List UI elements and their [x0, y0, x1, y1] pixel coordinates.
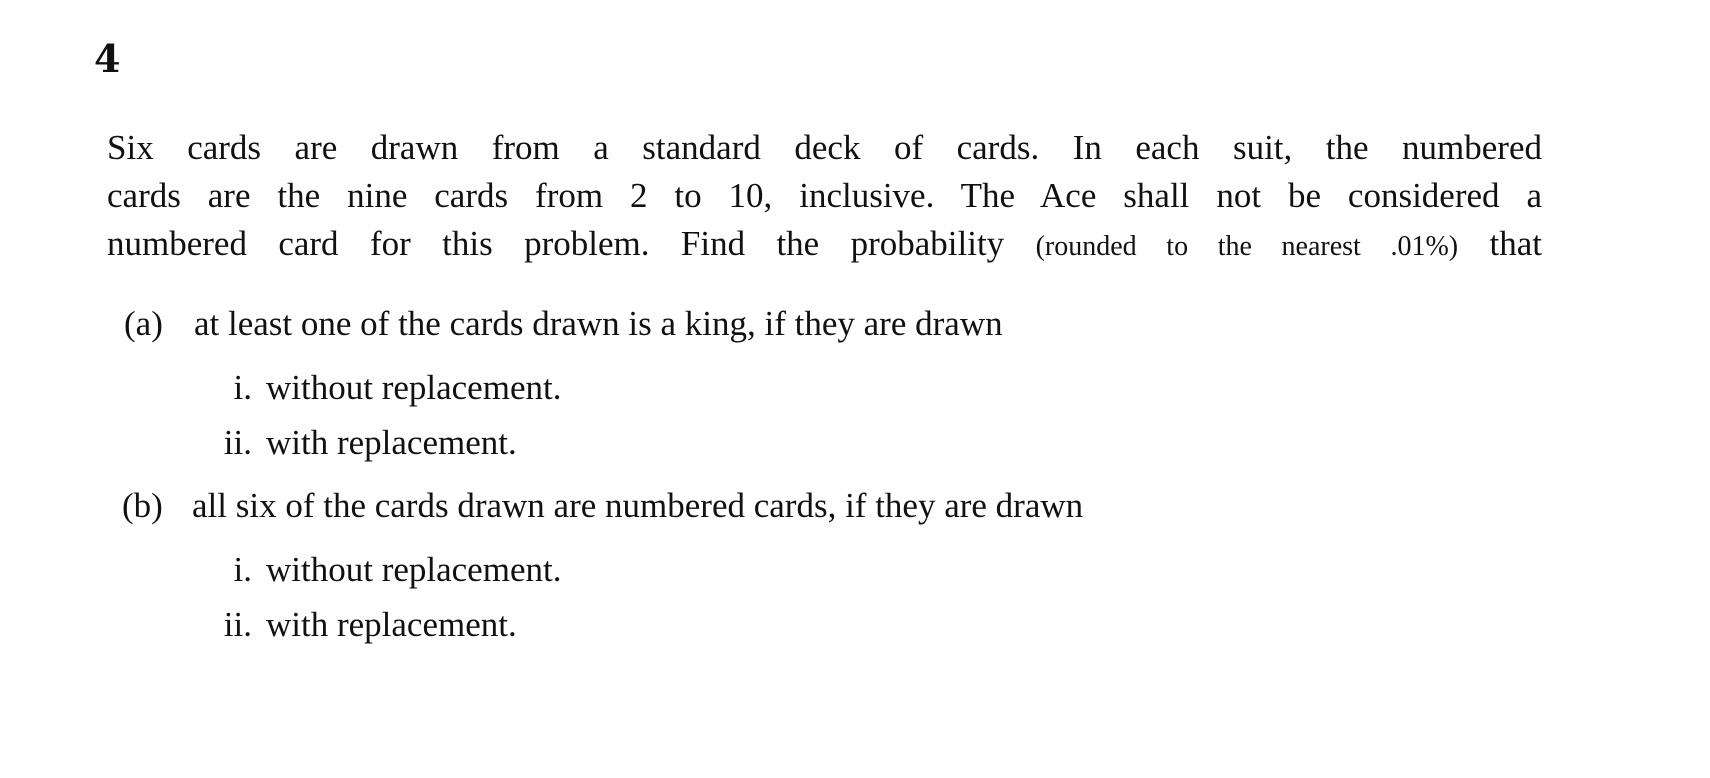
rounding-note: (rounded to the nearest .01%) [1035, 231, 1459, 262]
part-a-subpart-i-label: i. [233, 368, 252, 407]
part-b-subpart-i-text: without replacement. [266, 550, 562, 589]
part-b-subpart-i-label: i. [233, 550, 252, 589]
part-a-text: at least one of the cards drawn is a king, if they are drawn [194, 304, 1003, 343]
part-a-subpart-i [200, 370, 561, 405]
part-b-subpart-ii-label: ii. [223, 605, 252, 644]
problem-number: 4 [94, 36, 121, 81]
statement-line-3-start: numbered card for this problem. Find the probability [107, 224, 1036, 263]
statement-line-1: Six cards are drawn from a standard deck of cards. In each suit, the numbered [107, 128, 1542, 167]
part-a-subpart-i-text: without replacement. [266, 368, 562, 407]
part-a-subpart-ii [200, 425, 517, 460]
part-b-subpart-i [200, 552, 561, 587]
part-b [122, 488, 1083, 523]
part-a-label: (a) [124, 304, 163, 343]
part-b-subpart-ii-text: with replacement. [266, 605, 517, 644]
part-a [124, 306, 1003, 341]
part-a-subpart-ii-label: ii. [223, 423, 252, 462]
part-b-subpart-ii [200, 607, 517, 642]
part-a-subpart-ii-text: with replacement. [266, 423, 517, 462]
problem-statement [107, 124, 1542, 271]
statement-line-3 [107, 220, 1542, 271]
statement-line-3-end: that [1458, 224, 1542, 263]
part-b-label: (b) [122, 486, 163, 525]
statement-line-2: cards are the nine cards from 2 to 10, inclusive. The Ace shall not be considered a [107, 176, 1542, 215]
part-b-text: all six of the cards drawn are numbered cards, if they are drawn [192, 486, 1084, 525]
